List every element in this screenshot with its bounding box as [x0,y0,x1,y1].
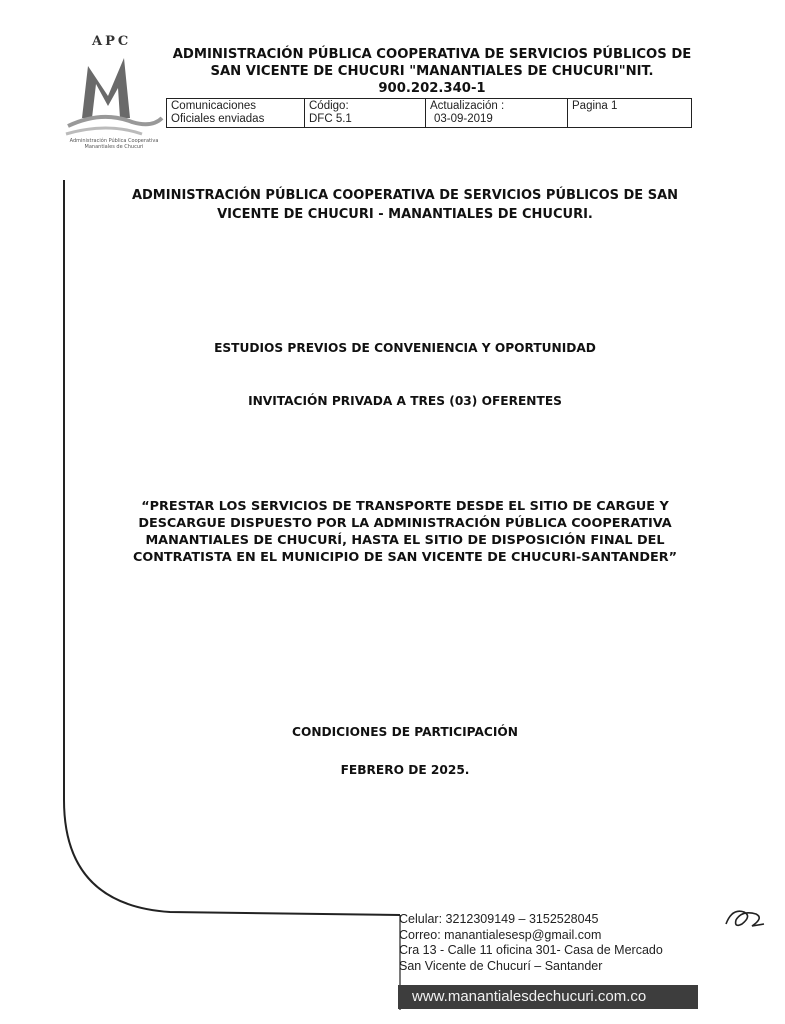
footer-contact [399,912,729,974]
header-cell-code [305,99,426,127]
header-info-table [166,98,692,128]
cell-text: Pagina 1 [572,100,618,112]
document-date: FEBRERO DE 2025. [340,763,470,777]
company-logo [62,34,166,152]
cell-text: Actualización : [430,100,505,112]
contract-object: “PRESTAR LOS SERVICIOS DE TRANSPORTE DESDE EL SITIO DE CARGUE Y DESCARGUE DISPUESTO POR LA ADMINISTRACIÓN PÚBLICA COOPERATIVA MANANTIALES DE CHUCURÍ, HASTA EL SITIO DE DISPOSICIÓN FINAL DEL CONTRATISTA EN EL MUNICIPIO DE SAN VICENTE DE CHUCURI-SANTANDER” [132,499,678,565]
footer-city: San Vicente de Chucurí – Santander [399,958,603,973]
footer-phone: Celular: 3212309149 – 3152528045 [399,912,599,926]
footer-email: Correo: manantialesesp@gmail.com [399,927,602,942]
cell-text: 03-09-2019 [434,113,493,125]
header-cell-page [568,99,691,127]
header-cell-communications [167,99,305,127]
cell-text: DFC 5.1 [309,113,352,125]
cell-text: Comunicaciones [171,100,257,112]
signature-mark [722,902,768,932]
header-title: ADMINISTRACIÓN PÚBLICA COOPERATIVA DE SERVICIOS PÚBLICOS DE SAN VICENTE DE CHUCURI "MANANTIALES DE CHUCURI"NIT. 900.202.340-1 [172,47,692,96]
cell-text: Oficiales enviadas [171,113,265,125]
logo-caption: Administración Pública Cooperativa Manantiales de Chucuri [69,138,159,150]
header-cell-update [426,99,568,127]
website-link[interactable]: www.manantialesdechucuri.com.co [398,985,698,1009]
organization-title: ADMINISTRACIÓN PÚBLICA COOPERATIVA DE SERVICIOS PÚBLICOS DE SAN VICENTE DE CHUCURI - MANANTIALES DE CHUCURI. [131,188,679,222]
logo-m-icon [62,48,166,138]
cell-text: Código: [309,100,349,112]
invitation-title: INVITACIÓN PRIVADA A TRES (03) OFERENTES [248,394,562,408]
conditions-title: CONDICIONES DE PARTICIPACIÓN [292,725,518,739]
logo-letters: APC [92,34,132,49]
footer-address: Cra 13 - Calle 11 oficina 301- Casa de Mercado [399,943,663,957]
study-title: ESTUDIOS PREVIOS DE CONVENIENCIA Y OPORTUNIDAD [214,341,596,355]
